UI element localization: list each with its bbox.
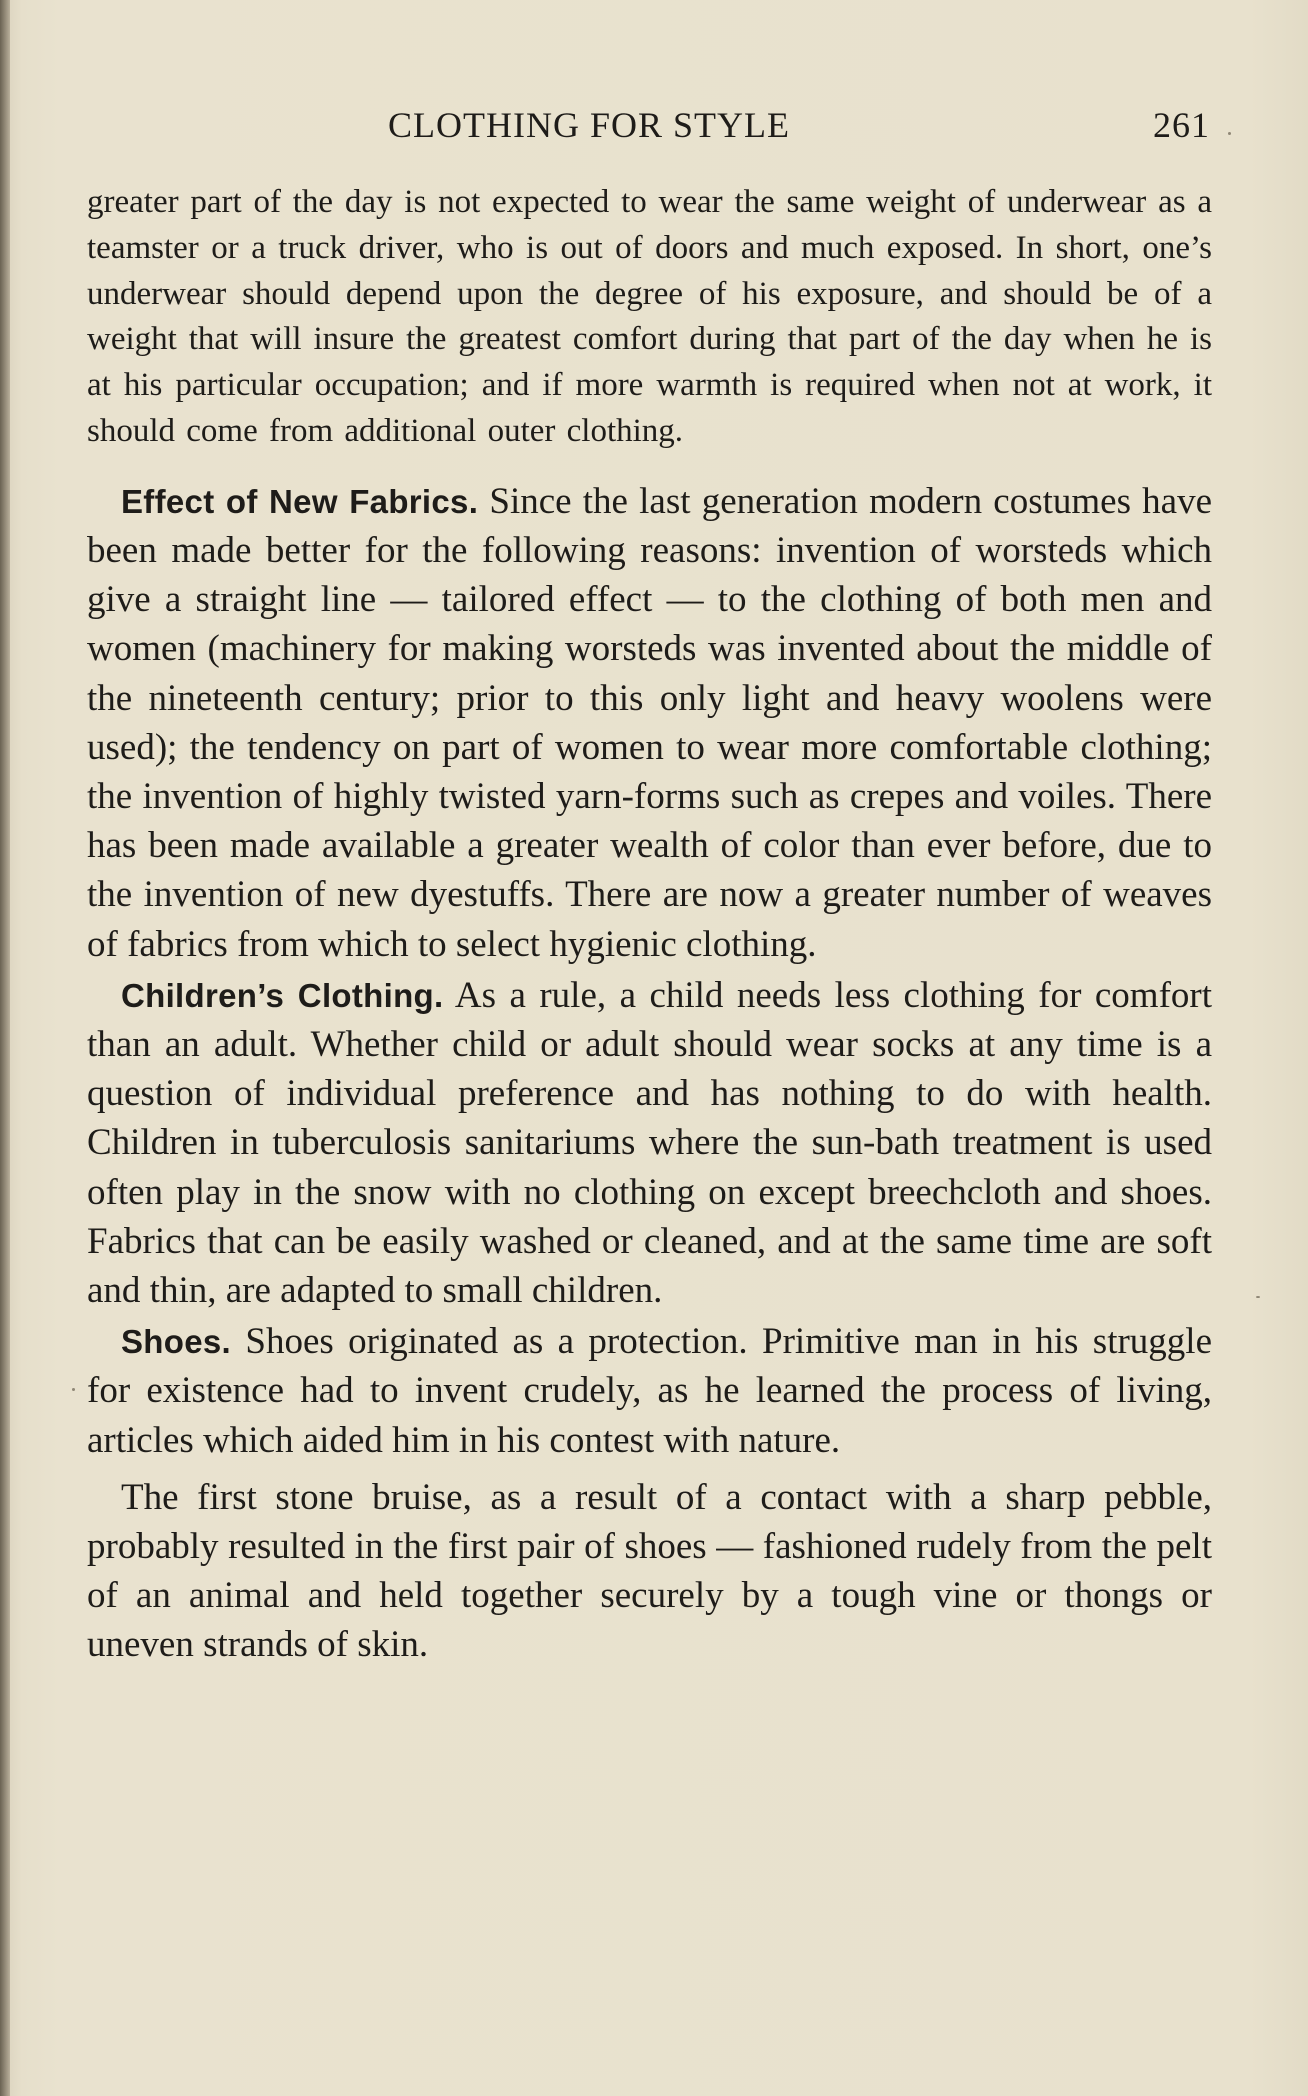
paragraph-text: The first stone bruise, as a result of a contact with a sharp pebble, probably resulted in the first pair of shoes — fashioned rudely from the pelt of an animal and held together securely by a tough vine or thongs or uneven strands of skin. xyxy=(87,1476,1212,1666)
section-heading: Effect of New Fabrics. xyxy=(121,482,479,520)
page-spine-edge xyxy=(0,0,10,2096)
paragraph-text: Since the last generation modern costumes have been made better for the following reasons: invention of worsteds which give a straight line — tailored effect — to the clothing of both men and women (machinery for making worsteds was invented about the middle of the nineteenth century; prior to this only light and heavy woolens were used); the tendency on part of women to wear more comfortable clothing; the invention of highly twisted yarn-forms such as crepes and voiles. There has been made available a greater wealth of color than ever before, due to the invention of new dyestuffs. There are now a greater number of weaves of fabrics from which to select hygienic clothing. xyxy=(87,480,1213,965)
paragraph-text: As a rule, a child needs less clothing for comfort than an adult. Whether child or adult should wear socks at any time is a question of individual preference and has nothing to do with health. Children in tuberculosis sanitariums where the sun-bath treatment is used often play in the snow with no clothing on except breechcloth and shoes. Fabrics that can be easily washed or cleaned, and at the same time are soft and thin, are adapted to small children. xyxy=(87,974,1212,1312)
page-number: 261 xyxy=(1153,105,1210,145)
running-title: CLOTHING FOR STYLE xyxy=(388,105,790,145)
paragraph-shoes xyxy=(87,1317,1212,1465)
paper-speck xyxy=(1228,132,1231,135)
paragraph-first-stone-bruise xyxy=(87,1473,1212,1670)
paragraph-text: greater part of the day is not expected to wear the same weight of underwear as a teamster or a truck driver, who is out of doors and much exposed. In short, one’s underwear should depend upon the degree of his exposure, and should be of a weight that will insure the greatest comfort during that part of the day when he is at his particular occupation; and if more warmth is required when not at work, it should come from additional outer clothing. xyxy=(87,184,1212,449)
paragraph-text: Shoes originated as a protection. Primitive man in his struggle for existence had to invent crudely, as he learned the process of living, articles which aided him in his contest with nature. xyxy=(87,1321,1212,1461)
running-head xyxy=(88,104,1212,154)
paragraph-effect-of-new-fabrics xyxy=(87,477,1212,969)
paragraph-childrens-clothing xyxy=(87,971,1212,1315)
paper-speck xyxy=(1256,1296,1260,1298)
section-heading: Children’s Clothing. xyxy=(121,976,444,1014)
paper-speck xyxy=(72,1388,75,1391)
paragraph-underwear-continued xyxy=(87,180,1212,455)
section-heading: Shoes. xyxy=(121,1323,232,1361)
body-text xyxy=(87,180,1212,1670)
